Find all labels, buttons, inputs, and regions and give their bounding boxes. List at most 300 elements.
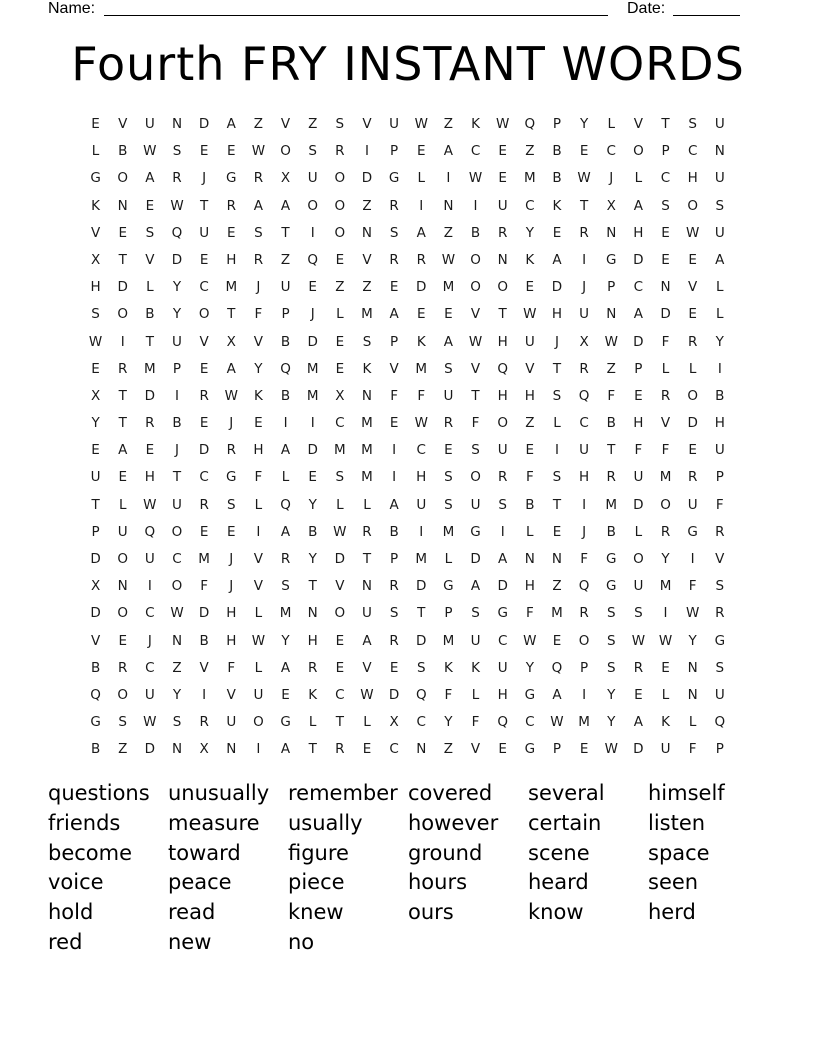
grid-letter: O	[280, 143, 291, 160]
grid-letter: V	[525, 360, 535, 377]
grid-row	[82, 193, 734, 220]
grid-letter: U	[497, 442, 508, 459]
grid-letter: R	[606, 469, 616, 486]
grid-letter: D	[633, 741, 644, 758]
grid-letter: M	[659, 469, 672, 486]
grid-letter: T	[552, 496, 562, 513]
word-bank-item: heard	[528, 870, 589, 895]
grid-letter: U	[307, 170, 318, 187]
grid-letter: U	[389, 116, 400, 132]
grid-letter: R	[389, 197, 399, 214]
grid-letter: U	[470, 632, 481, 649]
grid-letter: E	[335, 333, 345, 350]
grid-letter: E	[199, 251, 209, 268]
grid-letter: A	[715, 251, 725, 268]
grid-letter: Q	[497, 714, 508, 731]
grid-letter: H	[714, 415, 725, 432]
grid-letter: Q	[307, 251, 319, 268]
word-bank-item: space	[648, 840, 710, 865]
grid-letter: V	[199, 659, 209, 676]
grid-letter: J	[609, 170, 614, 187]
grid-letter: S	[226, 496, 236, 513]
grid-letter: N	[524, 551, 535, 567]
grid-letter: O	[253, 714, 264, 731]
grid-letter: D	[307, 442, 318, 459]
grid-letter: G	[226, 170, 237, 187]
grid-letter: H	[226, 251, 237, 268]
grid-letter: H	[687, 170, 698, 187]
grid-letter: G	[714, 632, 726, 649]
grid-letter: U	[497, 197, 508, 214]
grid-letter: U	[633, 578, 644, 595]
grid-letter: M	[361, 442, 373, 459]
grid-letter: A	[389, 306, 399, 323]
grid-letter: W	[143, 496, 157, 513]
grid-letter: G	[524, 686, 536, 703]
grid-letter: I	[582, 251, 587, 268]
grid-letter: Q	[415, 686, 427, 703]
grid-letter: U	[226, 714, 237, 731]
grid-row	[82, 628, 734, 655]
grid-letter: R	[253, 251, 264, 268]
grid-letter: M	[225, 279, 238, 296]
date-blank-line	[673, 15, 740, 16]
grid-letter: Z	[308, 116, 318, 132]
grid-letter: Y	[254, 360, 263, 377]
grid-letter: S	[606, 605, 616, 622]
grid-letter: D	[144, 387, 156, 404]
grid-letter: I	[283, 415, 288, 432]
grid-letter: Y	[715, 333, 724, 350]
grid-letter: N	[687, 659, 698, 676]
grid-letter: J	[229, 551, 234, 567]
grid-letter: C	[145, 605, 155, 622]
grid-letter: B	[280, 333, 291, 350]
grid-letter: V	[118, 116, 128, 132]
grid-letter: A	[280, 442, 291, 459]
grid-letter: L	[254, 605, 263, 622]
grid-letter: W	[685, 224, 700, 241]
grid-letter: E	[91, 360, 100, 377]
grid-letter: U	[117, 523, 128, 540]
grid-letter: L	[661, 686, 670, 703]
grid-letter: S	[634, 605, 643, 622]
grid-letter: M	[523, 170, 536, 187]
grid-letter: Z	[443, 741, 454, 758]
grid-letter: F	[254, 306, 263, 323]
grid-letter: Y	[172, 686, 182, 703]
grid-letter: B	[90, 659, 101, 676]
grid-letter: F	[688, 741, 697, 758]
grid-letter: L	[634, 170, 643, 187]
grid-letter: M	[415, 551, 428, 567]
grid-letter: O	[470, 279, 481, 296]
grid-letter: E	[199, 415, 209, 432]
grid-letter: S	[362, 333, 372, 350]
grid-letter: J	[175, 442, 179, 459]
grid-letter: R	[579, 605, 589, 622]
grid-letter: S	[715, 659, 725, 676]
grid-letter: U	[144, 551, 155, 567]
grid-letter: V	[688, 279, 698, 296]
grid-letter: X	[389, 714, 399, 731]
grid-letter: S	[606, 659, 616, 676]
grid-letter: E	[525, 279, 535, 296]
grid-letter: R	[335, 741, 345, 758]
letter-grid	[82, 111, 734, 764]
grid-letter: R	[199, 714, 209, 731]
word-bank-item: scene	[528, 840, 590, 865]
grid-letter: U	[144, 686, 155, 703]
grid-letter: W	[468, 333, 483, 350]
grid-letter: R	[226, 442, 236, 459]
grid-letter: K	[552, 197, 562, 214]
grid-letter: Z	[362, 279, 372, 296]
word-bank-item: unusually	[168, 781, 270, 805]
grid-letter: C	[199, 469, 209, 486]
grid-letter: D	[90, 551, 101, 567]
grid-letter: E	[688, 442, 697, 459]
grid-letter: U	[144, 116, 155, 132]
grid-letter: E	[335, 360, 345, 377]
grid-letter: M	[415, 360, 428, 377]
grid-letter: R	[687, 469, 698, 486]
grid-letter: K	[308, 686, 318, 703]
grid-letter: W	[224, 387, 238, 404]
grid-letter: W	[251, 632, 266, 649]
grid-letter: H	[579, 469, 590, 486]
grid-letter: J	[554, 333, 559, 350]
grid-letter: L	[634, 523, 643, 540]
grid-letter: E	[661, 251, 670, 268]
grid-letter: N	[171, 741, 183, 758]
grid-letter: Z	[552, 578, 562, 595]
grid-letter: X	[606, 197, 616, 214]
grid-letter: O	[687, 387, 698, 404]
grid-letter: M	[605, 496, 618, 513]
grid-letter: S	[661, 197, 670, 214]
grid-letter: R	[660, 387, 671, 404]
grid-letter: S	[308, 143, 317, 160]
grid-letter: K	[525, 251, 535, 268]
grid-letter: E	[579, 143, 589, 160]
word-bank-item: certain	[528, 810, 602, 835]
grid-letter: D	[198, 442, 210, 459]
grid-letter: Z	[443, 116, 454, 132]
grid-letter: N	[117, 578, 128, 595]
grid-letter: A	[145, 170, 155, 187]
grid-letter: W	[550, 714, 564, 731]
grid-letter: E	[661, 224, 670, 241]
grid-letter: I	[310, 224, 315, 241]
grid-letter: B	[715, 387, 725, 404]
grid-letter: W	[496, 116, 510, 132]
grid-letter: M	[442, 523, 455, 540]
grid-letter: E	[335, 251, 345, 268]
grid-letter: Z	[606, 360, 616, 377]
grid-letter: U	[633, 469, 644, 486]
word-bank-item: become	[48, 840, 133, 865]
grid-letter: U	[524, 333, 535, 350]
grid-letter: M	[306, 360, 319, 377]
grid-letter: J	[147, 632, 152, 649]
grid-letter: V	[199, 333, 209, 350]
grid-letter: H	[497, 387, 508, 404]
word-bank-item: several	[528, 781, 605, 805]
grid-letter: I	[147, 578, 152, 595]
grid-letter: V	[90, 632, 101, 649]
grid-letter: E	[281, 686, 290, 703]
grid-letter: S	[606, 632, 616, 649]
grid-letter: T	[552, 360, 562, 377]
grid-letter: Y	[444, 714, 453, 731]
grid-letter: M	[334, 442, 346, 459]
grid-letter: W	[658, 632, 673, 649]
grid-letter: K	[253, 387, 263, 404]
grid-row	[82, 247, 734, 274]
grid-letter: U	[199, 224, 210, 241]
grid-letter: S	[688, 116, 697, 132]
grid-letter: I	[663, 605, 668, 622]
grid-letter: N	[117, 197, 128, 214]
name-label: Name:	[48, 0, 96, 17]
grid-letter: I	[500, 523, 505, 540]
grid-letter: R	[497, 469, 508, 486]
grid-row	[82, 736, 734, 763]
grid-row	[82, 709, 734, 736]
grid-letter: R	[416, 251, 426, 268]
grid-letter: E	[688, 306, 697, 323]
grid-letter: L	[661, 360, 670, 377]
grid-letter: E	[389, 279, 399, 296]
word-bank-item: red	[48, 929, 83, 954]
grid-letter: B	[525, 496, 535, 513]
grid-letter: U	[497, 659, 508, 676]
grid-letter: E	[579, 741, 589, 758]
grid-letter: X	[90, 578, 101, 595]
worksheet-header	[48, 0, 740, 18]
grid-letter: W	[333, 523, 347, 540]
grid-letter: V	[660, 415, 671, 432]
grid-letter: P	[580, 659, 589, 676]
word-bank-item: herd	[648, 900, 696, 925]
grid-letter: P	[172, 360, 182, 377]
grid-letter: Y	[688, 632, 697, 649]
grid-letter: O	[117, 170, 129, 187]
word-bank-item: new	[168, 929, 212, 954]
grid-letter: S	[498, 496, 507, 513]
grid-letter: I	[120, 333, 125, 350]
grid-letter: O	[687, 197, 698, 214]
grid-letter: U	[443, 387, 454, 404]
grid-letter: A	[362, 632, 372, 649]
grid-letter: I	[446, 170, 451, 187]
grid-letter: S	[335, 469, 345, 486]
grid-letter: Q	[578, 387, 590, 404]
word-bank-item: read	[168, 900, 216, 925]
grid-letter: P	[281, 306, 290, 323]
grid-letter: U	[172, 333, 182, 350]
grid-row	[82, 655, 734, 682]
grid-letter: V	[253, 578, 264, 595]
word-bank-item: remember	[288, 781, 398, 805]
grid-letter: L	[688, 360, 697, 377]
grid-letter: W	[251, 143, 266, 160]
grid-letter: I	[554, 442, 559, 459]
grid-letter: K	[661, 714, 670, 731]
grid-letter: R	[687, 333, 698, 350]
grid-letter: Y	[281, 632, 290, 649]
grid-letter: A	[118, 442, 128, 459]
grid-letter: I	[392, 442, 397, 459]
word-bank-item: himself	[648, 781, 725, 805]
grid-row	[82, 301, 734, 328]
grid-letter: D	[334, 551, 346, 567]
grid-letter: L	[146, 279, 154, 296]
grid-letter: S	[444, 469, 453, 486]
grid-letter: S	[145, 224, 155, 241]
grid-row	[82, 410, 734, 437]
grid-letter: K	[91, 197, 100, 214]
grid-letter: T	[172, 469, 182, 486]
grid-letter: X	[280, 170, 291, 187]
grid-letter: Y	[607, 686, 616, 703]
word-bank-item: questions	[48, 781, 150, 805]
word-bank-item: however	[408, 810, 499, 835]
grid-letter: S	[552, 387, 562, 404]
grid-letter: B	[199, 632, 209, 649]
grid-letter: R	[362, 523, 372, 540]
grid-letter: U	[660, 741, 671, 758]
grid-letter: N	[687, 686, 698, 703]
grid-letter: N	[416, 741, 427, 758]
grid-letter: G	[90, 170, 101, 187]
grid-letter: H	[226, 605, 237, 622]
grid-letter: V	[90, 224, 101, 241]
grid-letter: X	[90, 387, 101, 404]
grid-letter: G	[687, 523, 698, 540]
grid-letter: I	[419, 523, 424, 540]
grid-letter: E	[308, 279, 317, 296]
grid-letter: L	[118, 496, 127, 513]
grid-letter: M	[442, 279, 455, 296]
grid-letter: E	[416, 143, 426, 160]
grid-letter: X	[199, 741, 209, 758]
grid-letter: W	[685, 605, 700, 622]
grid-letter: R	[172, 170, 182, 187]
grid-row	[82, 464, 734, 491]
grid-letter: R	[715, 523, 725, 540]
grid-letter: U	[714, 224, 725, 241]
grid-row	[82, 329, 734, 356]
grid-letter: R	[389, 632, 399, 649]
grid-letter: E	[199, 143, 209, 160]
grid-letter: I	[256, 741, 261, 758]
grid-letter: G	[90, 714, 101, 731]
grid-letter: B	[90, 741, 101, 758]
grid-letter: N	[361, 224, 373, 241]
grid-letter: T	[281, 224, 290, 241]
grid-letter: N	[226, 741, 237, 758]
grid-letter: F	[227, 659, 236, 676]
grid-letter: W	[523, 306, 537, 323]
grid-letter: K	[471, 659, 480, 676]
grid-letter: H	[551, 306, 563, 323]
grid-letter: T	[579, 197, 589, 214]
grid-letter: A	[443, 333, 454, 350]
grid-letter: H	[524, 578, 535, 595]
grid-letter: E	[552, 632, 562, 649]
grid-letter: Q	[551, 659, 563, 676]
grid-letter: I	[364, 143, 369, 160]
grid-letter: F	[634, 442, 643, 459]
grid-letter: D	[416, 279, 427, 296]
grid-row	[82, 519, 734, 546]
grid-letter: W	[170, 605, 184, 622]
grid-letter: U	[470, 496, 481, 513]
grid-row	[82, 356, 734, 383]
grid-letter: K	[443, 659, 453, 676]
grid-letter: T	[607, 442, 616, 459]
grid-row	[82, 274, 734, 301]
grid-letter: D	[633, 251, 644, 268]
grid-letter: W	[143, 143, 157, 160]
grid-letter: Y	[525, 224, 534, 241]
grid-letter: W	[468, 170, 483, 187]
grid-letter: T	[362, 551, 372, 567]
grid-letter: L	[417, 170, 426, 187]
grid-letter: I	[690, 551, 695, 567]
grid-letter: G	[606, 578, 617, 595]
grid-letter: O	[171, 578, 183, 595]
grid-letter: N	[307, 605, 318, 622]
grid-row	[82, 600, 734, 627]
word-bank-item: voice	[48, 870, 104, 895]
grid-letter: C	[525, 197, 535, 214]
grid-letter: E	[362, 741, 372, 758]
grid-letter: U	[714, 686, 725, 703]
grid-letter: F	[471, 415, 480, 432]
grid-letter: A	[280, 741, 291, 758]
grid-letter: H	[497, 333, 508, 350]
grid-letter: W	[360, 686, 374, 703]
grid-letter: L	[91, 143, 100, 160]
date-label: Date:	[627, 0, 666, 17]
grid-letter: F	[661, 442, 670, 459]
grid-letter: I	[717, 360, 722, 377]
grid-letter: Q	[497, 360, 508, 377]
grid-letter: S	[715, 578, 725, 595]
grid-letter: R	[199, 387, 209, 404]
grid-letter: C	[633, 279, 644, 296]
grid-letter: L	[336, 496, 344, 513]
grid-letter: N	[361, 578, 373, 595]
grid-letter: Z	[525, 415, 535, 432]
grid-letter: Q	[524, 116, 536, 132]
grid-letter: L	[716, 279, 724, 296]
grid-letter: T	[498, 306, 507, 323]
grid-letter: L	[716, 306, 724, 323]
grid-letter: H	[497, 686, 508, 703]
grid-letter: G	[606, 251, 617, 268]
grid-letter: Y	[172, 279, 182, 296]
grid-letter: S	[444, 496, 453, 513]
grid-letter: M	[578, 714, 590, 731]
grid-letter: U	[714, 170, 725, 187]
grid-letter: R	[633, 659, 644, 676]
grid-letter: C	[145, 659, 155, 676]
grid-letter: R	[660, 523, 671, 540]
